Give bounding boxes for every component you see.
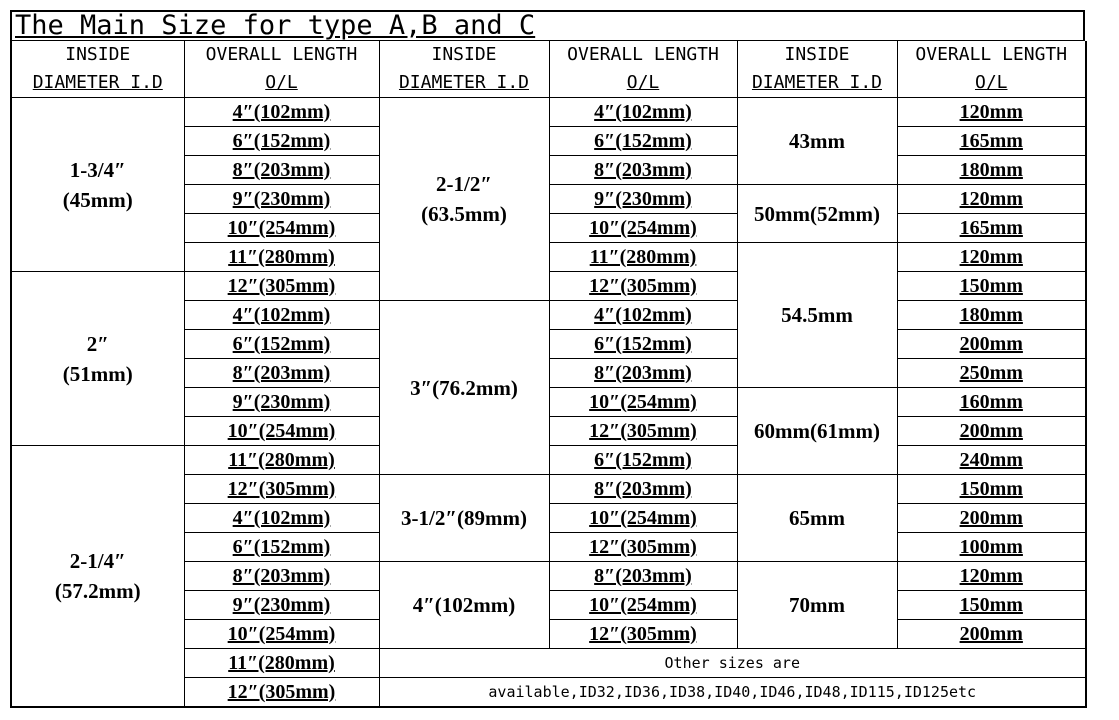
- inside-diameter-60mm: 60mm(61mm): [737, 388, 897, 475]
- inside-diameter-2: [11, 272, 184, 446]
- overall-length-cell: 8″(203mm): [549, 156, 737, 185]
- overall-length-cell: 12″(305mm): [184, 272, 379, 301]
- overall-length-cell: 200mm: [897, 417, 1086, 446]
- overall-length-cell: 10″(254mm): [549, 591, 737, 620]
- id-2-1-2-line-2: (63.5mm): [421, 202, 507, 226]
- overall-length-cell: 200mm: [897, 504, 1086, 533]
- overall-length-cell: 10″(254mm): [184, 620, 379, 649]
- header-id-1: INSIDE: [11, 41, 184, 69]
- overall-length-cell: 120mm: [897, 98, 1086, 127]
- table-row: [11, 446, 1086, 475]
- inside-diameter-4: 4″(102mm): [379, 562, 549, 649]
- overall-length-cell: 150mm: [897, 475, 1086, 504]
- table-row: [11, 98, 1086, 127]
- inside-diameter-50mm: 50mm(52mm): [737, 185, 897, 243]
- header-ol-2: OVERALL LENGTH: [549, 41, 737, 69]
- id-2-line-2: (51mm): [62, 361, 133, 386]
- header-id-1-sub: DIAMETER I.D: [11, 69, 184, 98]
- header-id-2-sub: DIAMETER I.D: [379, 69, 549, 98]
- overall-length-cell: 12″(305mm): [184, 678, 379, 708]
- overall-length-cell: 160mm: [897, 388, 1086, 417]
- overall-length-cell: 11″(280mm): [184, 243, 379, 272]
- header-id-3-sub: DIAMETER I.D: [737, 69, 897, 98]
- overall-length-cell: 10″(254mm): [549, 214, 737, 243]
- overall-length-cell: 8″(203mm): [549, 359, 737, 388]
- inside-diameter-43mm: 43mm: [737, 98, 897, 185]
- inside-diameter-3: 3″(76.2mm): [379, 301, 549, 475]
- overall-length-cell: 9″(230mm): [549, 185, 737, 214]
- overall-length-cell: 250mm: [897, 359, 1086, 388]
- overall-length-cell: 6″(152mm): [184, 127, 379, 156]
- overall-length-cell: 180mm: [897, 301, 1086, 330]
- id-2-line-1: 2″: [86, 331, 109, 356]
- header-id-2: INSIDE: [379, 41, 549, 69]
- inside-diameter-70mm: 70mm: [737, 562, 897, 649]
- size-table: [10, 41, 1087, 708]
- inside-diameter-65mm: 65mm: [737, 475, 897, 562]
- overall-length-cell: 12″(305mm): [549, 417, 737, 446]
- header-row-2: [11, 69, 1086, 98]
- inside-diameter-1-3-4: [11, 98, 184, 272]
- overall-length-cell: 8″(203mm): [549, 562, 737, 591]
- overall-length-cell: 165mm: [897, 127, 1086, 156]
- overall-length-cell: 6″(152mm): [549, 330, 737, 359]
- overall-length-cell: 11″(280mm): [549, 243, 737, 272]
- overall-length-cell: 6″(152mm): [549, 446, 737, 475]
- overall-length-cell: 120mm: [897, 243, 1086, 272]
- overall-length-cell: 4″(102mm): [184, 301, 379, 330]
- inside-diameter-3-1-2: 3-1/2″(89mm): [379, 475, 549, 562]
- overall-length-cell: 120mm: [897, 562, 1086, 591]
- overall-length-cell: 6″(152mm): [184, 533, 379, 562]
- overall-length-cell: 150mm: [897, 272, 1086, 301]
- overall-length-cell: 10″(254mm): [184, 214, 379, 243]
- overall-length-cell: 240mm: [897, 446, 1086, 475]
- overall-length-cell: 6″(152mm): [549, 127, 737, 156]
- overall-length-cell: 8″(203mm): [184, 562, 379, 591]
- table-title: The Main Size for type A,B and C: [10, 10, 1085, 41]
- header-ol-3: OVERALL LENGTH: [897, 41, 1086, 69]
- overall-length-cell: 12″(305mm): [549, 272, 737, 301]
- overall-length-cell: 9″(230mm): [184, 591, 379, 620]
- id-2-1-2-line-1: 2-1/2″: [436, 172, 492, 196]
- overall-length-cell: 10″(254mm): [184, 417, 379, 446]
- overall-length-cell: 150mm: [897, 591, 1086, 620]
- inside-diameter-54-5mm: 54.5mm: [737, 243, 897, 388]
- overall-length-cell: 12″(305mm): [549, 620, 737, 649]
- overall-length-cell: 100mm: [897, 533, 1086, 562]
- other-sizes-note-line-2: available,ID32,ID36,ID38,ID40,ID46,ID48,ID115,ID125etc: [379, 678, 1086, 708]
- overall-length-cell: 200mm: [897, 330, 1086, 359]
- overall-length-cell: 11″(280mm): [184, 649, 379, 678]
- overall-length-cell: 9″(230mm): [184, 388, 379, 417]
- inside-diameter-2-1-2: [379, 98, 549, 301]
- overall-length-cell: 8″(203mm): [184, 359, 379, 388]
- overall-length-cell: 8″(203mm): [184, 156, 379, 185]
- inside-diameter-2-1-4: [11, 446, 184, 708]
- header-ol-3-sub: O/L: [897, 69, 1086, 98]
- table-row: [11, 272, 1086, 301]
- overall-length-cell: 165mm: [897, 214, 1086, 243]
- header-id-3: INSIDE: [737, 41, 897, 69]
- overall-length-cell: 9″(230mm): [184, 185, 379, 214]
- overall-length-cell: 8″(203mm): [549, 475, 737, 504]
- overall-length-cell: 10″(254mm): [549, 504, 737, 533]
- overall-length-cell: 120mm: [897, 185, 1086, 214]
- overall-length-cell: 4″(102mm): [549, 301, 737, 330]
- overall-length-cell: 12″(305mm): [549, 533, 737, 562]
- overall-length-cell: 12″(305mm): [184, 475, 379, 504]
- id-2-1-4-line-2: (57.2mm): [54, 579, 141, 603]
- other-sizes-note-line-1: Other sizes are: [379, 649, 1086, 678]
- id-2-1-4-line-1: 2-1/4″: [69, 549, 126, 573]
- overall-length-cell: 4″(102mm): [549, 98, 737, 127]
- overall-length-cell: 10″(254mm): [549, 388, 737, 417]
- overall-length-cell: 180mm: [897, 156, 1086, 185]
- id-1-3-4-line-1: 1-3/4″: [69, 157, 126, 182]
- overall-length-cell: 6″(152mm): [184, 330, 379, 359]
- overall-length-cell: 4″(102mm): [184, 98, 379, 127]
- overall-length-cell: 11″(280mm): [184, 446, 379, 475]
- header-ol-1: OVERALL LENGTH: [184, 41, 379, 69]
- header-ol-1-sub: O/L: [184, 69, 379, 98]
- overall-length-cell: 200mm: [897, 620, 1086, 649]
- overall-length-cell: 4″(102mm): [184, 504, 379, 533]
- id-1-3-4-line-2: (45mm): [62, 187, 133, 212]
- header-row-1: [11, 41, 1086, 69]
- size-table-frame: [10, 10, 1085, 708]
- header-ol-2-sub: O/L: [549, 69, 737, 98]
